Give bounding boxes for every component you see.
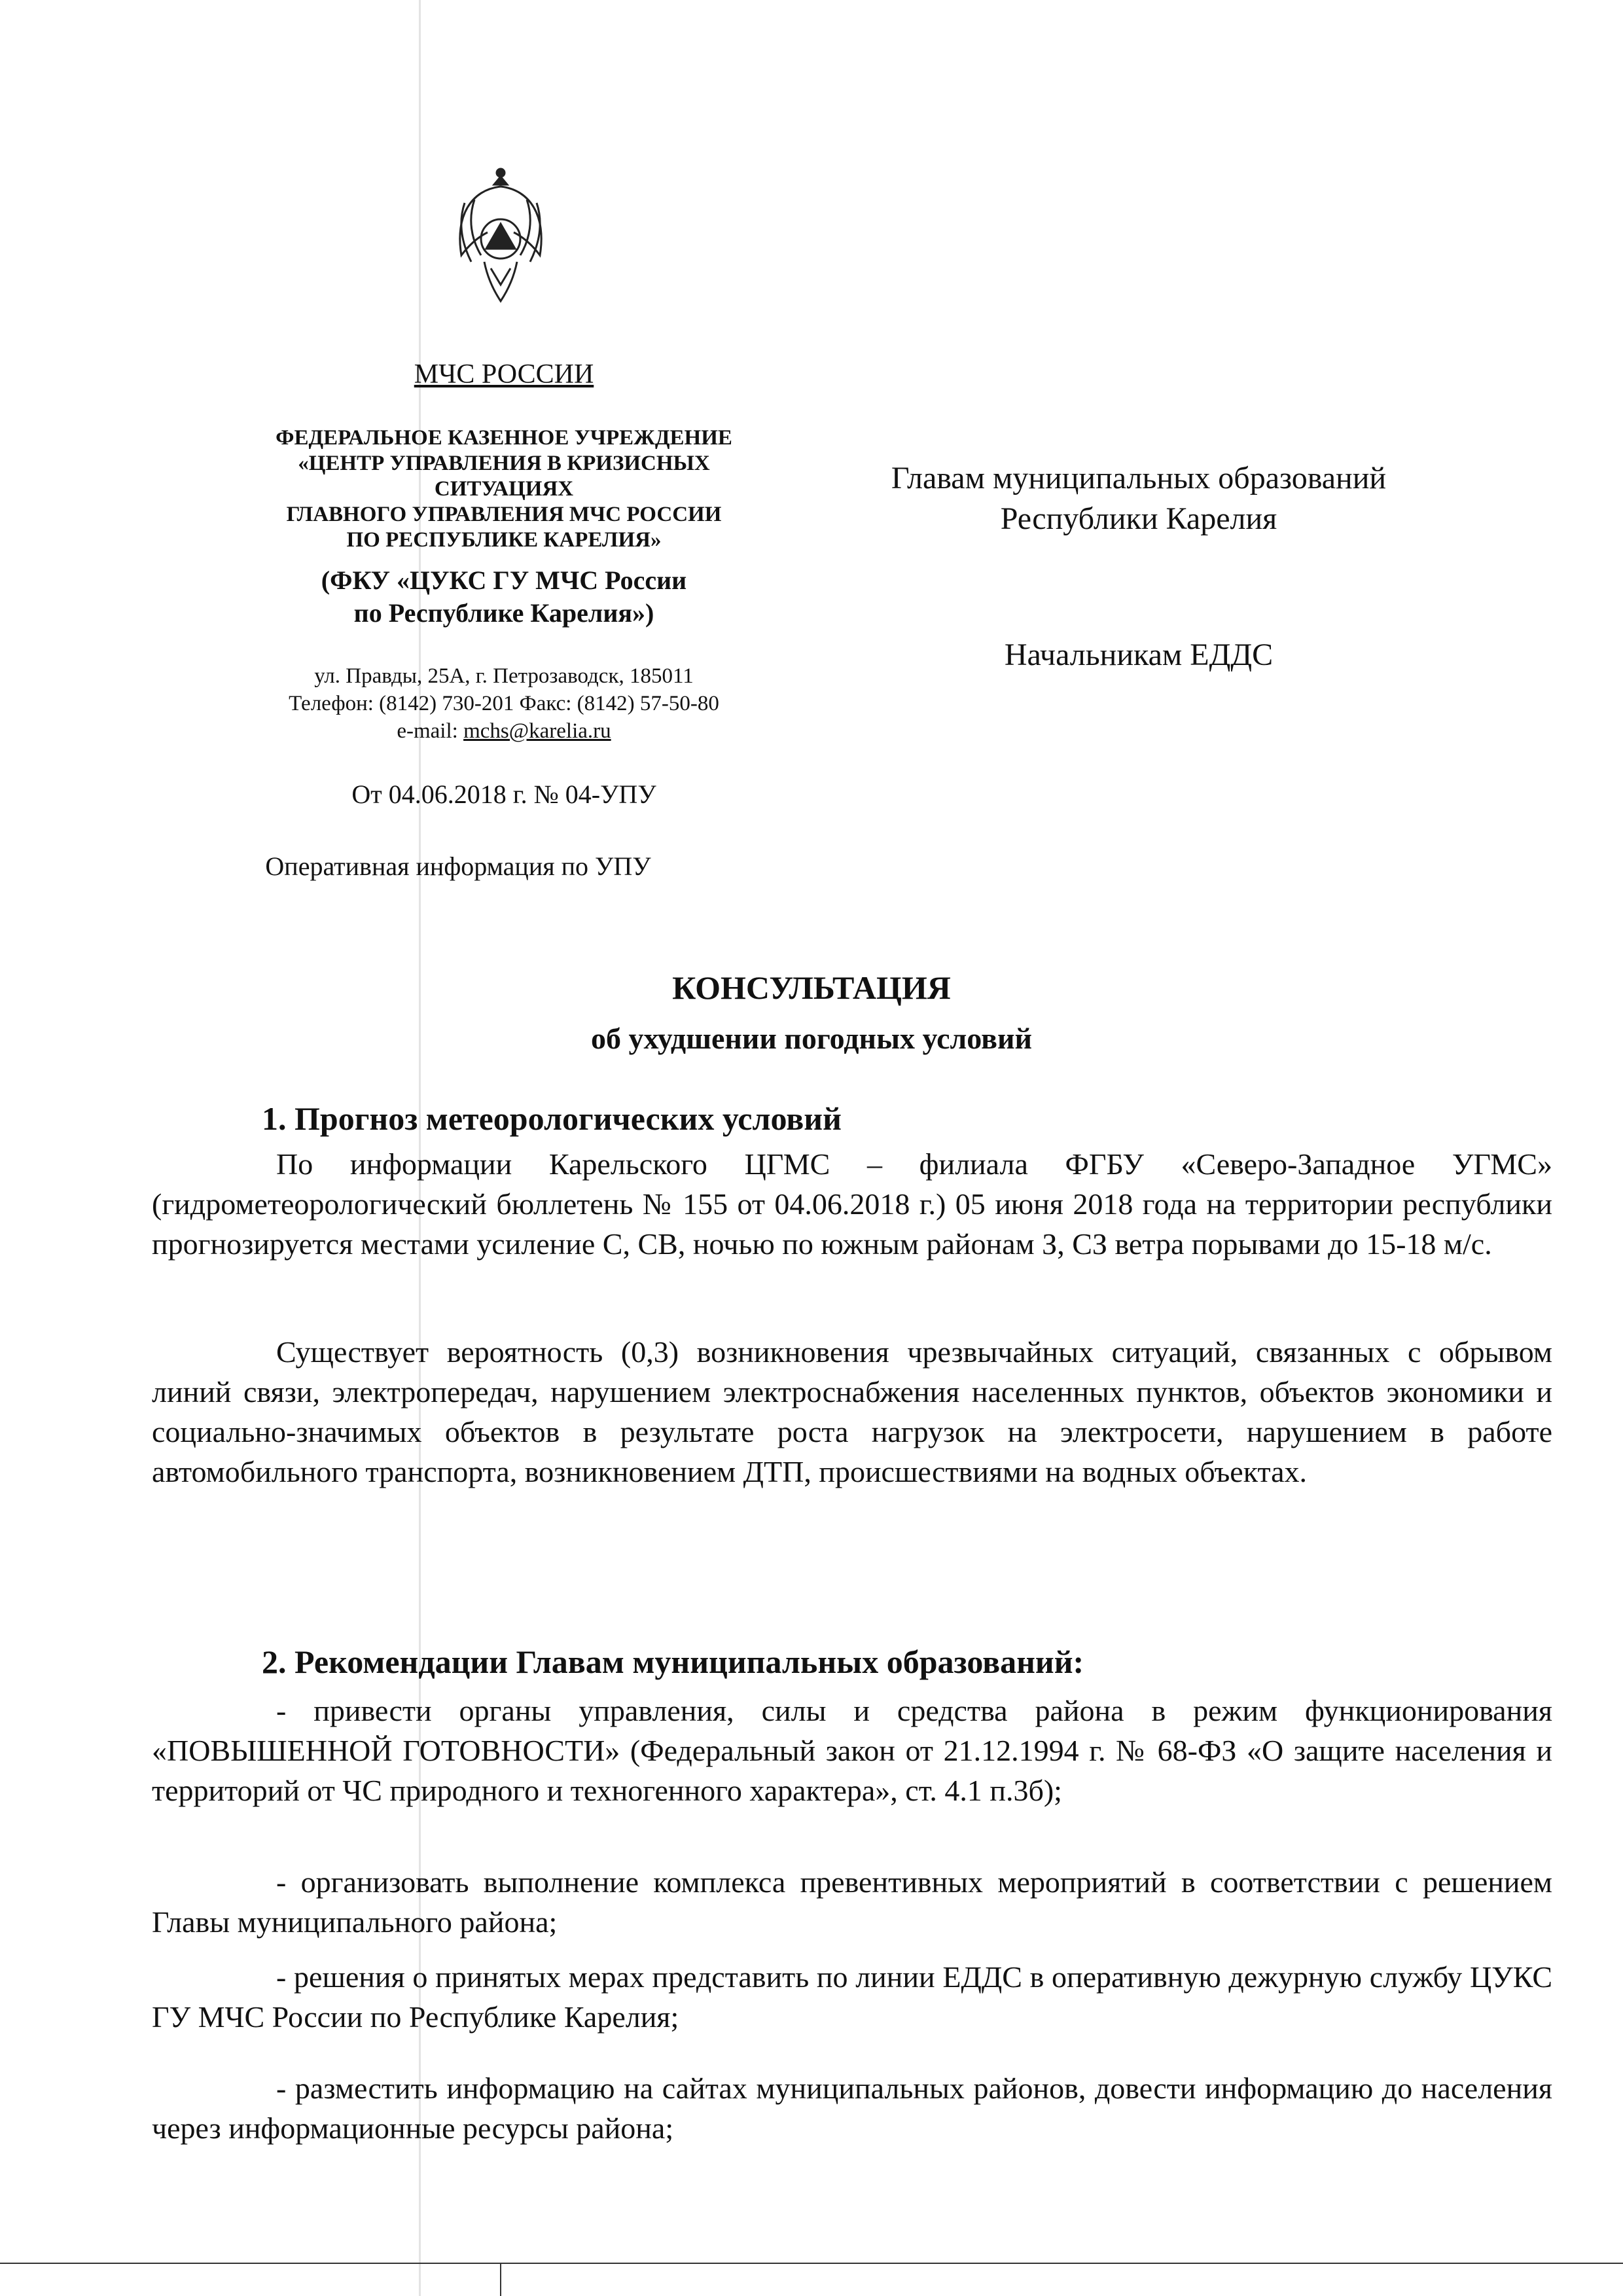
recommendation-item: - организовать выполнение комплекса превентивных мероприятий в соответствии с решением Главы муниципального района; [152, 1865, 1552, 1939]
subject-line: Оперативная информация по УПУ [265, 852, 651, 881]
addressee-heads [812, 458, 1466, 539]
document-subtitle: об ухудшении погодных условий [590, 1022, 1032, 1055]
page-bottom-border [0, 2263, 1623, 2264]
phone: Телефон: (8142) 730-201 Факс: (8142) 57-50-80 [289, 692, 719, 715]
reference-number: От 04.06.2018 г. № 04-УПУ [351, 780, 656, 809]
org-full-line: ФЕДЕРАЛЬНОЕ КАЗЕННОЕ УЧРЕЖДЕНИЕ [276, 426, 732, 450]
org-short-line: по Республике Карелия») [353, 598, 654, 628]
org-name: МЧС РОССИИ [414, 359, 594, 389]
org-full-line: «ЦЕНТР УПРАВЛЕНИЯ В КРИЗИСНЫХ [298, 452, 710, 475]
mchs-emblem-icon [445, 164, 556, 308]
forecast-paragraph: По информации Карельского ЦГМС – филиала ФГБУ «Северо-Западное УГМС» (гидрометеорологический бюллетень № 155 от 04.06.2018 г.) 05 июня 2018 года на территории республики прогнозируется местами усиление С, СВ, ночью по южным районам З, СЗ ветра порывами до 15-18 м/с. [152, 1147, 1552, 1261]
address: ул. Правды, 25А, г. Петрозаводск, 185011 [314, 664, 694, 688]
section-2-heading: 2. Рекомендации Главам муниципальных образований: [262, 1643, 1084, 1680]
addressee-line: Республики Карелия [1000, 501, 1277, 536]
risk-paragraph: Существует вероятность (0,3) возникновения чрезвычайных ситуаций, связанных с обрывом линий связи, электропередач, нарушением электроснабжения населенных пунктов, объектов экономики и социально-значимых объектов в результате роста нагрузок на электросети, нарушением в работе автомобильного транспорта, возникновением ДТП, происшествиями на водных объектах. [152, 1335, 1552, 1488]
org-short-line: (ФКУ «ЦУКС ГУ МЧС России [321, 565, 687, 595]
addressee-edds: Начальникам ЕДДС [1004, 637, 1274, 672]
addressee-line: Главам муниципальных образований [891, 461, 1387, 495]
org-full-name [209, 425, 798, 553]
email-label: e-mail: [397, 719, 464, 743]
document-title: КОНСУЛЬТАЦИЯ [672, 969, 951, 1006]
org-full-line: ГЛАВНОГО УПРАВЛЕНИЯ МЧС РОССИИ [286, 503, 722, 526]
org-full-line: СИТУАЦИЯХ [434, 477, 574, 501]
org-short-name [209, 564, 798, 630]
email-link[interactable]: mchs@karelia.ru [463, 719, 611, 743]
recommendation-item: - привести органы управления, силы и средства района в режим функционирования «ПОВЫШЕННОЙ ГОТОВНОСТИ» (Федеральный закон от 21.12.1994 г. № 68-ФЗ «О защите населения и территорий от ЧС природного и техногенного характера», ст. 4.1 п.3б); [152, 1694, 1552, 1807]
page-bottom-tick [500, 2263, 501, 2296]
contact-block [196, 662, 812, 745]
recommendation-item: - разместить информацию на сайтах муниципальных районов, довести информацию до населения через информационные ресурсы района; [152, 2072, 1552, 2145]
section-1-heading: 1. Прогноз метеорологических условий [262, 1100, 842, 1137]
org-full-line: ПО РЕСПУБЛИКЕ КАРЕЛИЯ» [346, 528, 662, 552]
recommendation-item: - решения о принятых мерах представить по линии ЕДДС в оперативную дежурную службу ЦУКС ГУ МЧС России по Республике Карелия; [152, 1960, 1552, 2034]
email-line [196, 717, 812, 745]
